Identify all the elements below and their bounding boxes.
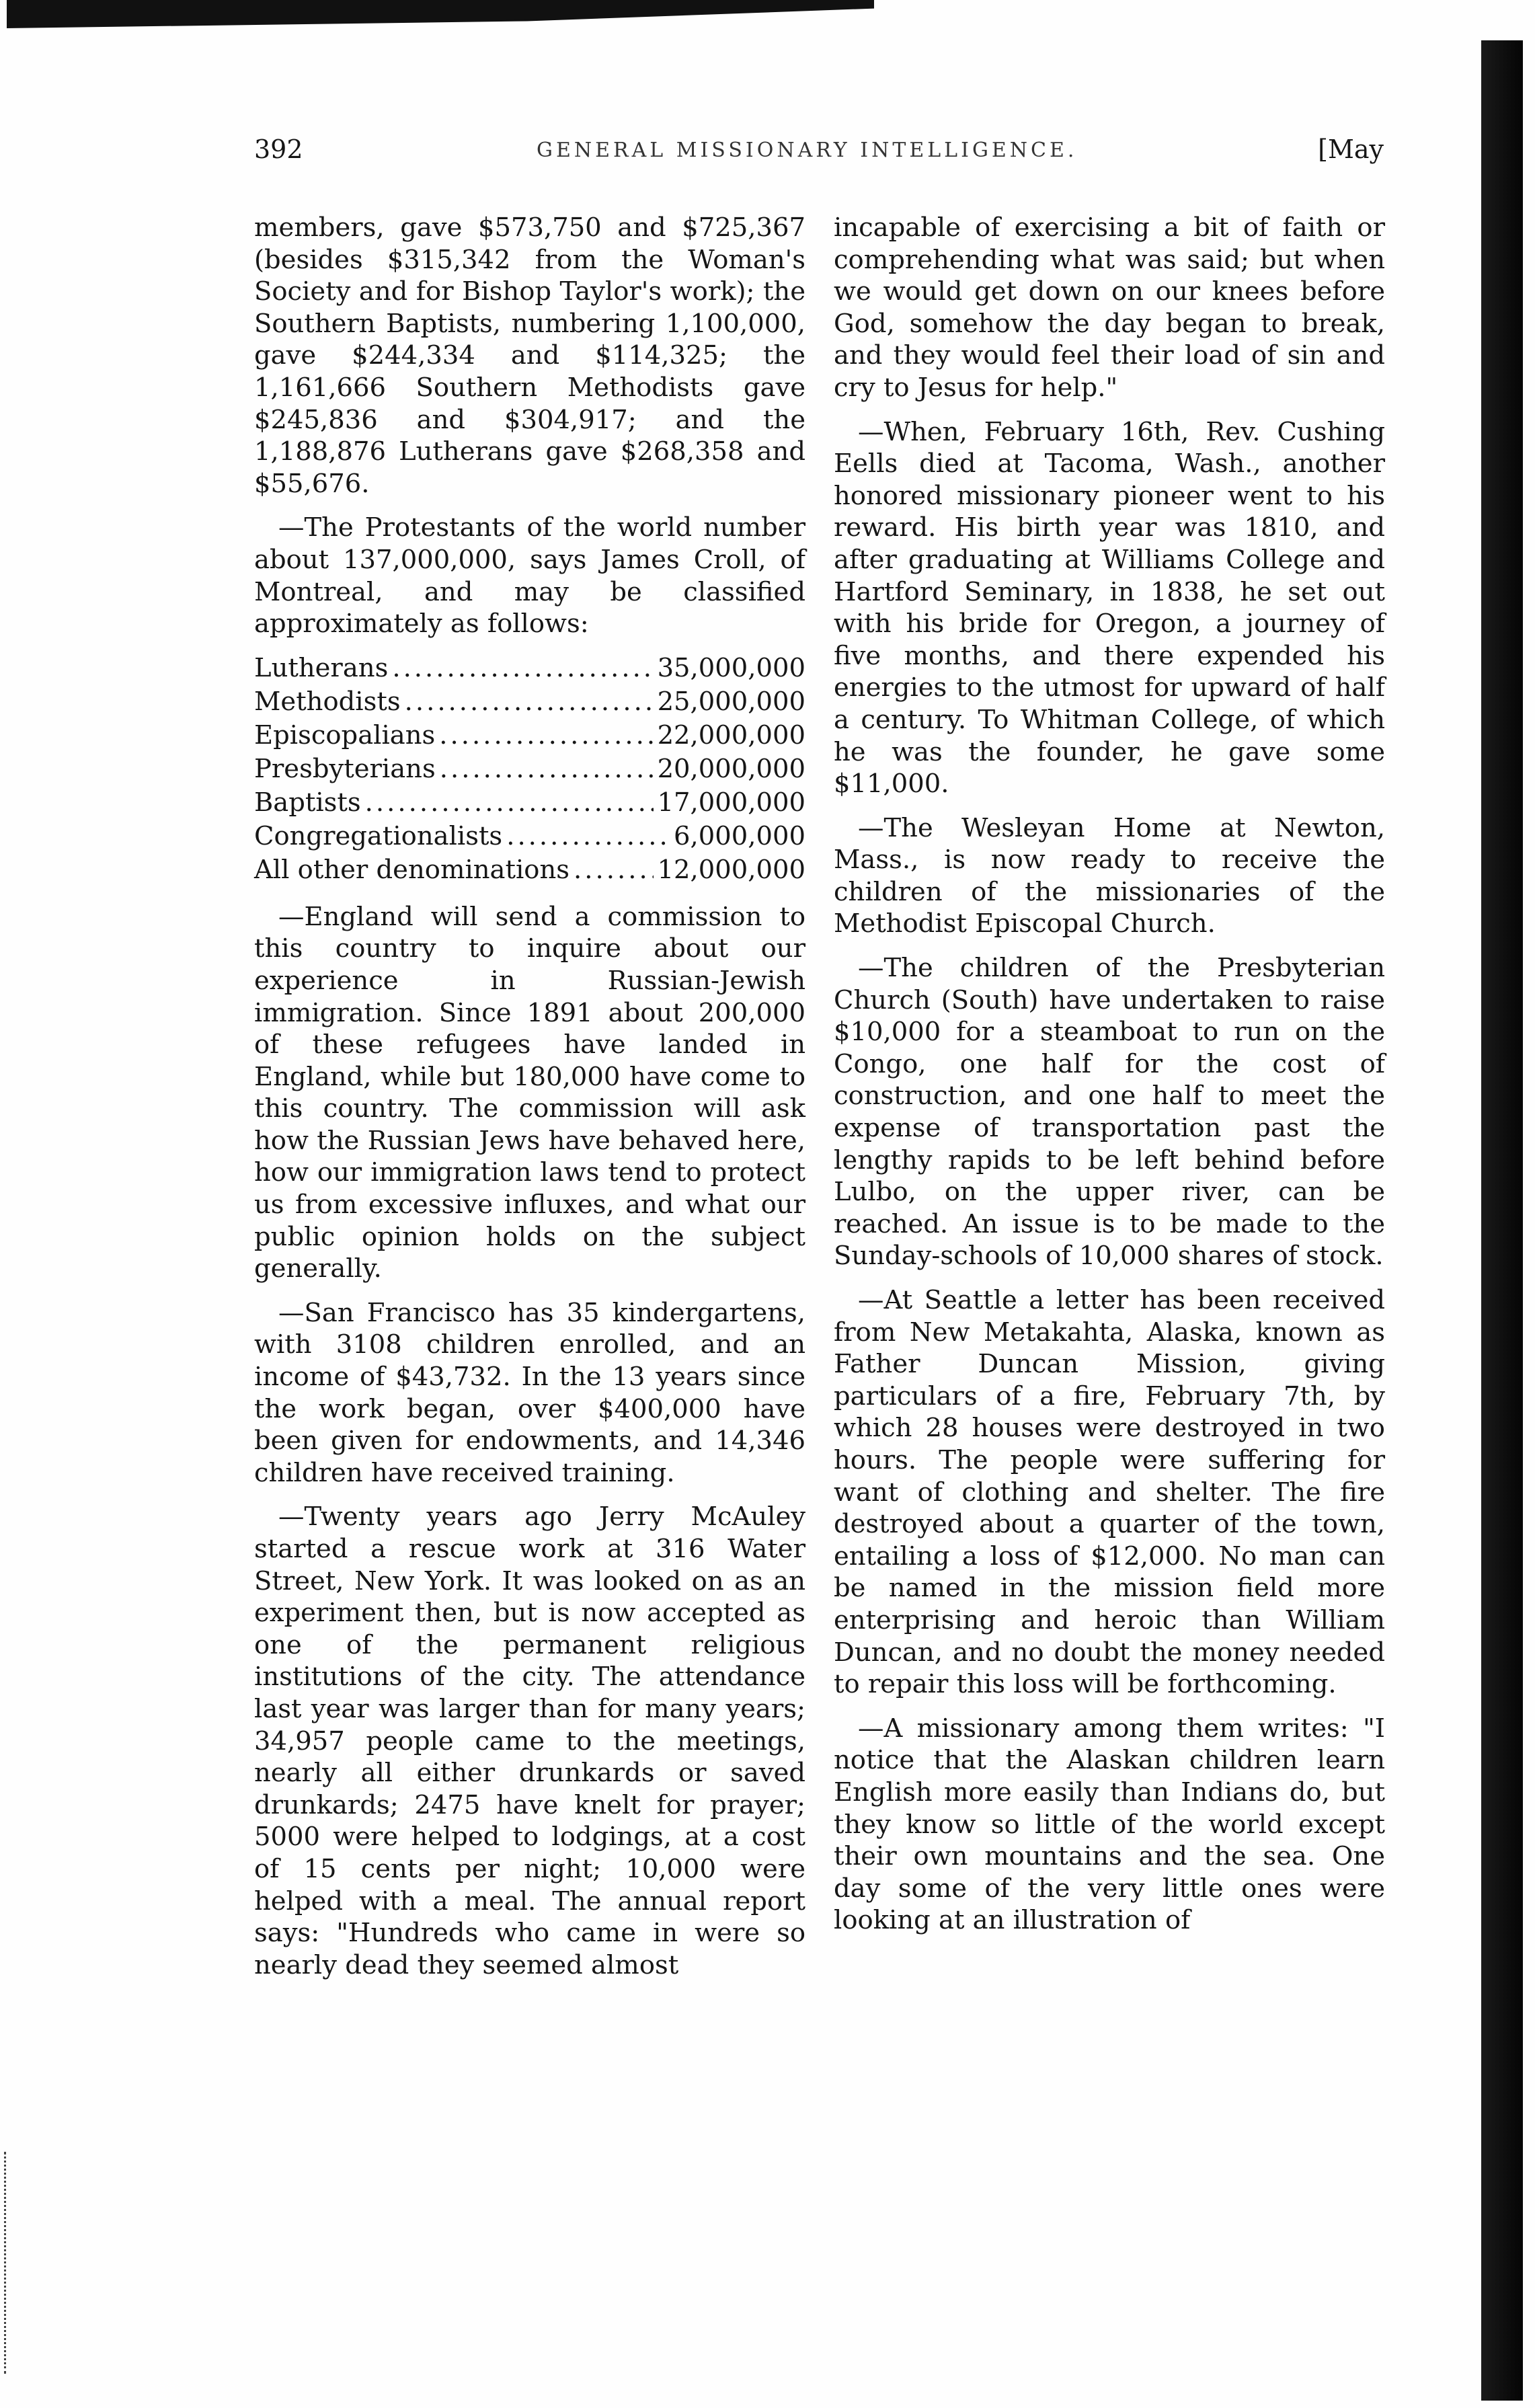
scan-edge-right <box>1481 40 1523 2401</box>
paragraph: —At Seattle a letter has been received from New Metakahta, Alaska, known as Father Duncan Mission, giving particulars of a fire, February 7th, by which 28 houses were destroyed in two hours. The people were suffering for want of clothing and shelter. The fire destroyed about a quarter of the town, entailing a loss of $12,000. No man can be named in the mission field more enterprising and heroic than William Duncan, and no doubt the money needed to repair this loss will be forthcoming. <box>834 1285 1385 1700</box>
header-month: [May <box>1318 134 1384 164</box>
table-row <box>254 787 805 820</box>
paragraph: —The Wesleyan Home at Newton, Mass., is now ready to receive the children of the missionaries of the Methodist Episcopal Church. <box>834 812 1385 939</box>
table-row <box>254 753 805 787</box>
table-row <box>254 720 805 753</box>
denomination-name: Presbyterians <box>254 753 436 784</box>
scan-specks <box>4 2152 9 2374</box>
paragraph: —When, February 16th, Rev. Cushing Eells died at Tacoma, Wash., another honored missionary pioneer went to his reward. His birth year was 1810, and after graduating at Williams College and Hartford Seminary, in 1838, he set out with his bride for Oregon, a journey of five months, and there expended his energies to the utmost for upward of half a century. To Whitman College, of which he was the founder, he gave some $11,000. <box>834 416 1385 800</box>
denomination-name: All other denominations <box>254 854 570 885</box>
scan-edge-top <box>7 0 874 28</box>
leader-dots <box>574 854 654 886</box>
denomination-table <box>254 652 805 888</box>
table-row <box>254 820 805 854</box>
denomination-count: 22,000,000 <box>657 720 805 750</box>
paragraph: incapable of exercising a bit of faith or comprehending what was said; but when we would get down on our knees before God, somehow the day began to break, and they would feel their load of sin and cry to Jesus for help." <box>834 212 1385 403</box>
leader-dots <box>506 820 670 853</box>
denomination-count: 20,000,000 <box>657 753 805 784</box>
denomination-count: 25,000,000 <box>657 686 805 717</box>
running-title: GENERAL MISSIONARY INTELLIGENCE. <box>537 139 1078 162</box>
denomination-name: Episcopalians <box>254 720 436 750</box>
page-header <box>254 134 1384 175</box>
table-row <box>254 854 805 888</box>
denomination-count: 6,000,000 <box>674 820 805 851</box>
denomination-count: 35,000,000 <box>657 652 805 683</box>
leader-dots <box>439 720 653 752</box>
right-column <box>834 212 1385 1949</box>
table-row <box>254 686 805 720</box>
paragraph: —The children of the Presbyterian Church (South) have undertaken to raise $10,000 for a steamboat to run on the Congo, one half for the cost of construction, and one half to meet the expense of transportation past the lengthy rapids to be left behind before Lulbo, on the upper river, can be reached. An issue is to be made to the Sunday-schools of 10,000 shares of stock. <box>834 953 1385 1272</box>
table-row <box>254 652 805 686</box>
leader-dots <box>392 652 653 685</box>
left-column <box>254 212 805 1993</box>
paragraph: —A missionary among them writes: "I notice that the Alaskan children learn English more easily than Indians do, but they know so little of the world except their own mountains and the sea. One day some of the very little ones were looking at an illustration of <box>834 1713 1385 1936</box>
leader-dots <box>365 787 654 819</box>
paragraph: —The Protestants of the world number about 137,000,000, says James Croll, of Montreal, and may be classified approximately as follows: <box>254 512 805 639</box>
paragraph: members, gave $573,750 and $725,367 (besides $315,342 from the Woman's Society and for Bishop Taylor's work); the Southern Baptists, numbering 1,100,000, gave $244,334 and $114,325; the 1,161,666 Southern Methodists gave $245,836 and $304,917; and the 1,188,876 Lutherans gave $268,358 and $55,676. <box>254 212 805 499</box>
denomination-name: Baptists <box>254 787 361 818</box>
denomination-name: Congregationalists <box>254 820 503 851</box>
denomination-name: Methodists <box>254 686 401 717</box>
denomination-name: Lutherans <box>254 652 389 683</box>
paragraph: —England will send a commission to this country to inquire about our experience in Russian-Jewish immigration. Since 1891 about 200,000 of these refugees have landed in England, while but 180,000 have come to this country. The commission will ask how the Russian Jews have behaved here, how our immigration laws tend to protect us from excessive influxes, and what our public opinion holds on the subject generally. <box>254 901 805 1284</box>
denomination-count: 17,000,000 <box>657 787 805 818</box>
leader-dots <box>440 753 654 785</box>
denomination-count: 12,000,000 <box>657 854 805 885</box>
paragraph: —San Francisco has 35 kindergartens, with 3108 children enrolled, and an income of $43,732. In the 13 years since the work began, over $400,000 have been given for endowments, and 14,346 children have received training. <box>254 1297 805 1488</box>
paragraph: —Twenty years ago Jerry McAuley started a rescue work at 316 Water Street, New York. It was looked on as an experiment then, but is now accepted as one of the permanent religious institutions of the city. The attendance last year was larger than for many years; 34,957 people came to the meetings, nearly all either drunkards or saved drunkards; 2475 have knelt for prayer; 5000 were helped to lodgings, at a cost of 15 cents per night; 10,000 were helped with a meal. The annual report says: "Hundreds who came in were so nearly dead they seemed almost <box>254 1502 805 1980</box>
leader-dots <box>405 686 654 718</box>
page-number: 392 <box>254 134 303 164</box>
